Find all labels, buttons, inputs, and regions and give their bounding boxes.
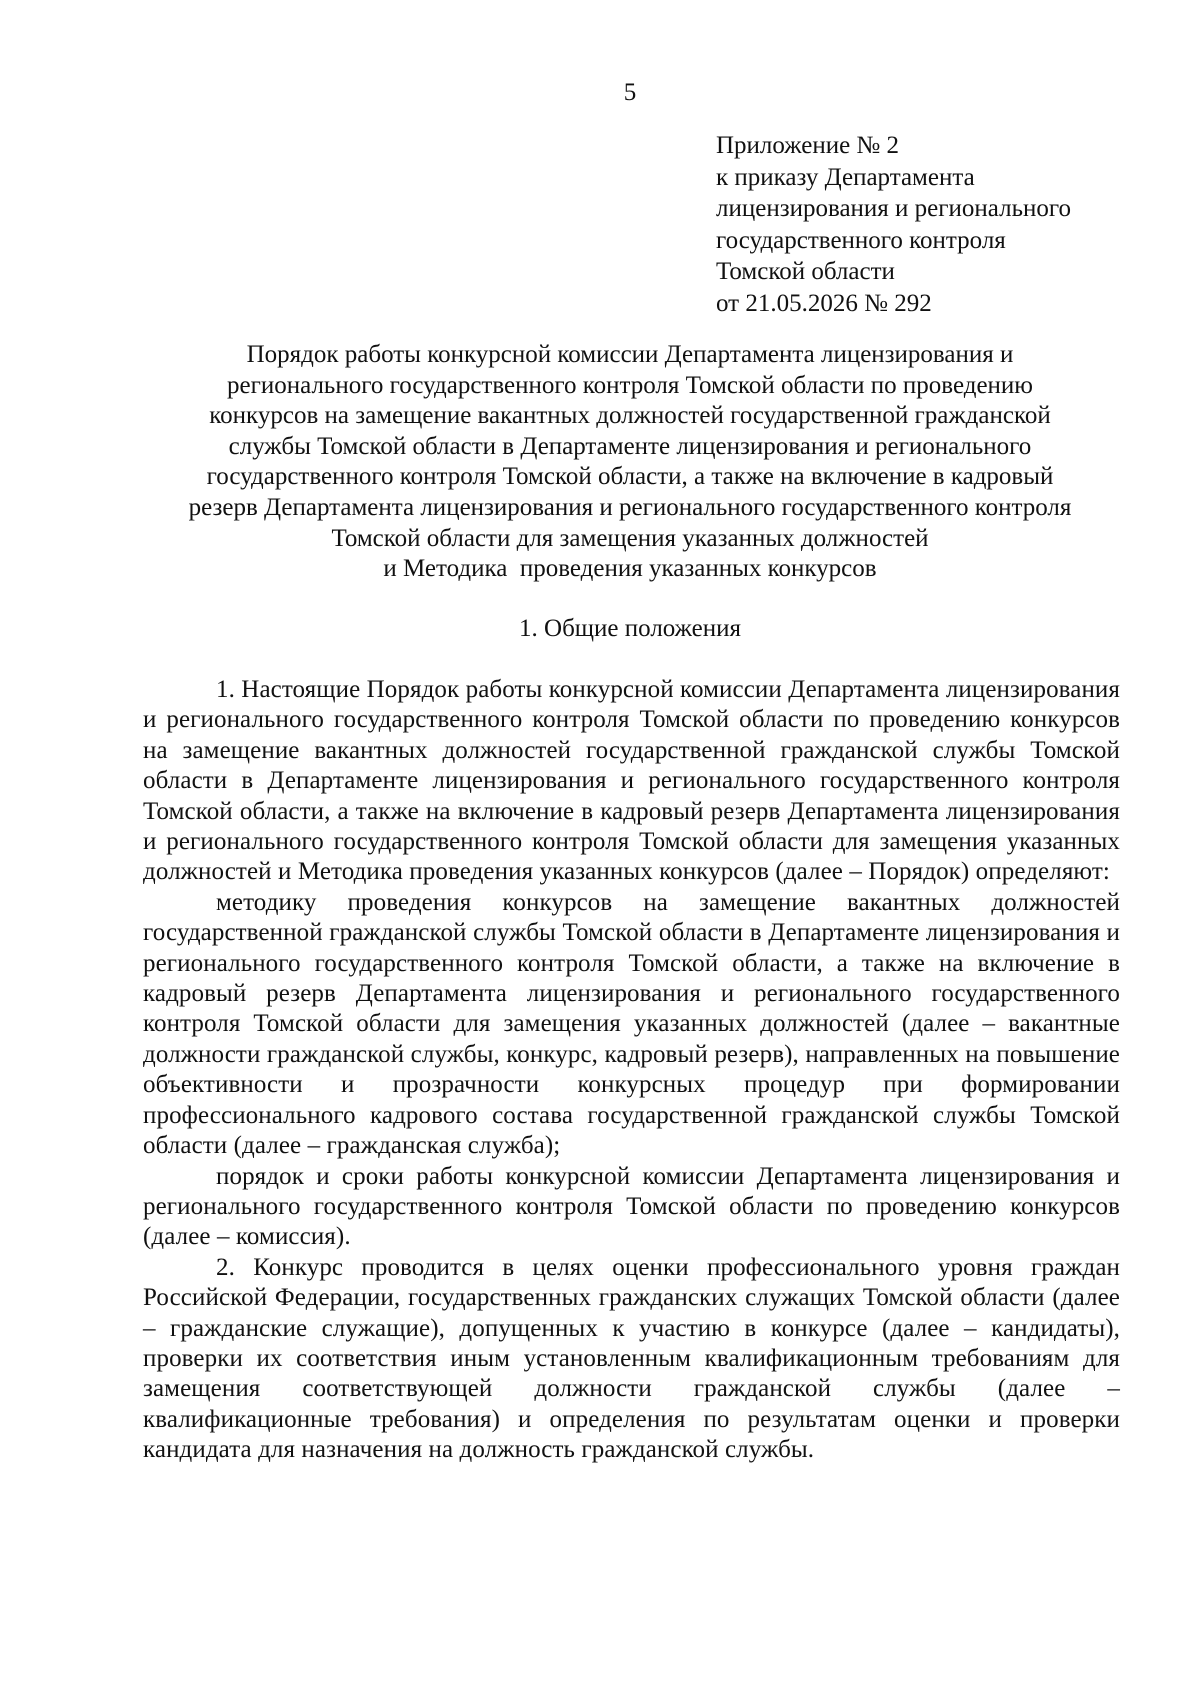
appendix-line: государственного контроля [716, 226, 1006, 254]
paragraph: методику проведения конкурсов на замещение вакантных должностей государственной гражданской службы Томской области в Департаменте лицензирования и регионального государственного контроля Томской области, а также на включение в кадровый резерв Департамента лицензирования и регионального государственного контроля Томской области для замещения указанных должностей (далее – вакантные должности гражданской службы, конкурс, кадровый резерв), направленных на повышение объективности и прозрачности конкурсных процедур при формировании профессионального кадрового состава государственной гражданской службы Томской области (далее – гражданская служба); [143, 888, 1120, 1160]
appendix-line: от 21.05.2026 № 292 [716, 289, 932, 317]
appendix-line: Томской области [716, 258, 895, 285]
document-body [143, 675, 1120, 1466]
appendix-line: к приказу Департамента [716, 163, 975, 191]
appendix-line: лицензирования и регионального [716, 195, 1071, 222]
title-line: Томской области для замещения указанных должностей [331, 524, 929, 552]
paragraph: порядок и сроки работы конкурсной комиссии Департамента лицензирования и регионального государственного контроля Томской области по проведению конкурсов (далее – комиссия). [143, 1162, 1120, 1251]
section-heading: 1. Общие положения [519, 615, 741, 642]
title-line: резерв Департамента лицензирования и регионального государственного контроля [188, 493, 1072, 521]
paragraph: 2. Конкурс проводится в целях оценки профессионального уровня граждан Российской Федерации, государственных гражданских служащих Томской области (далее – гражданские служащие), допущенных к участию в конкурсе (далее – кандидаты), проверки их соответствия иным установленным квалификационным требованиям для замещения соответствующей должности гражданской службы (далее – квалификационные требования) и определения по результатам оценки и проверки кандидата для назначения на должность гражданской службы. [143, 1253, 1120, 1464]
title-line: службы Томской области в Департаменте лицензирования и регионального [228, 432, 1032, 460]
appendix-line: Приложение № 2 [716, 132, 900, 159]
page-number: 5 [623, 79, 637, 106]
document-title [140, 340, 1120, 585]
title-line: Порядок работы конкурсной комиссии Департамента лицензирования и [246, 341, 1014, 368]
title-line: регионального государственного контроля Томской области по проведению [227, 371, 1033, 399]
paragraph: 1. Настоящие Порядок работы конкурсной комиссии Департамента лицензирования и регионального государственного контроля Томской области по проведению конкурсов на замещение вакантных должностей государственной гражданской службы Томской области в Департаменте лицензирования и регионального государственного контроля Томской области, а также на включение в кадровый резерв Департамента лицензирования и регионального государственного контроля Томской области для замещения указанных должностей и Методика проведения указанных конкурсов (далее – Порядок) определяют: [143, 676, 1121, 886]
title-line: конкурсов на замещение вакантных должностей государственной гражданской [209, 402, 1051, 430]
appendix-block [716, 130, 1071, 319]
title-line: и Методика проведения указанных конкурсов [383, 555, 877, 583]
title-line: государственного контроля Томской области, а также на включение в кадровый [206, 463, 1054, 491]
